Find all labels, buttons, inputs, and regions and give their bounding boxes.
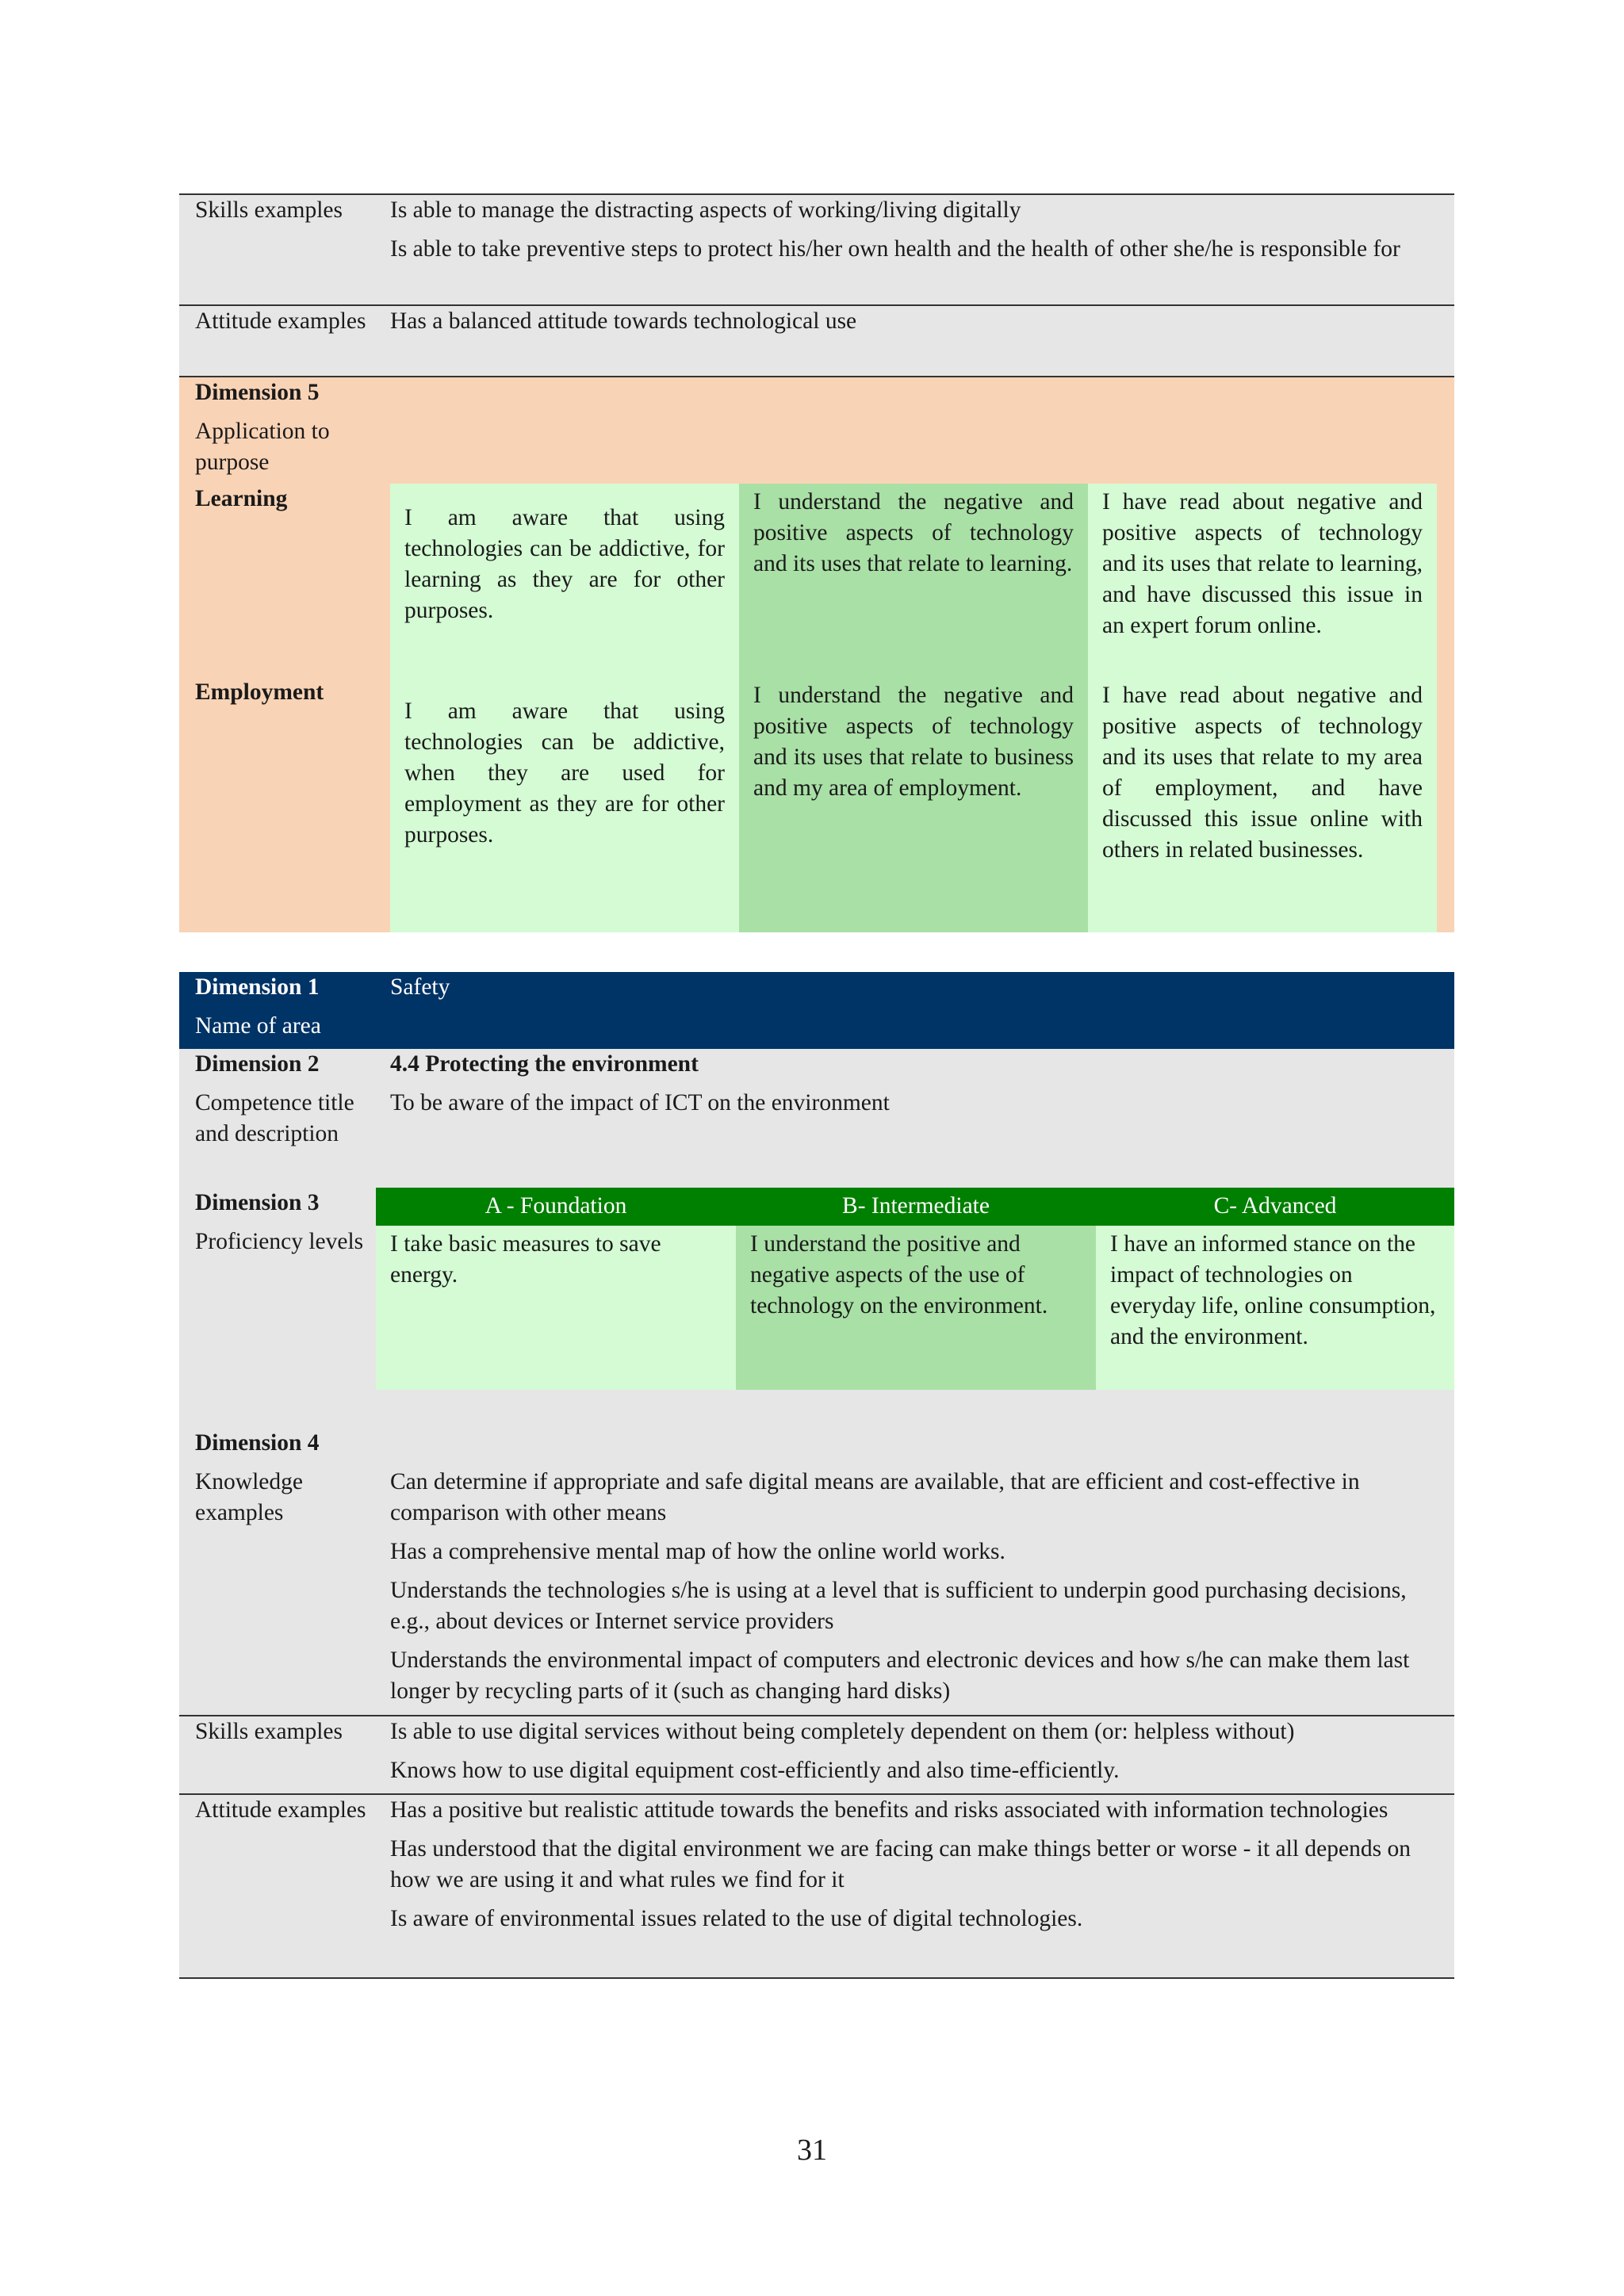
skill-item: Is able to use digital services without being completely dependent on them (or: helpless without) [390, 1719, 1295, 1744]
skill-item: Is able to manage the distracting aspects of working/living digitally [390, 197, 1021, 223]
skills-list-2 [390, 1716, 1443, 1786]
employment-level-c-text: I have read about negative and positive aspects of technology and its uses that relate to my area of employment, and have discussed this issue online with others in related businesses. [1102, 683, 1423, 863]
dimension-5-heading [195, 377, 385, 478]
skills-row [179, 195, 1454, 304]
attitude-label-2: Attitude examples [195, 1797, 366, 1823]
dimension-4-row [179, 1390, 1454, 1715]
employment-level-c [1088, 677, 1437, 869]
knowledge-item: Understands the environmental impact of computers and electronic devices and how s/he can make them last longer by recycling parts of it (such as changing hard disks) [390, 1647, 1410, 1704]
level-a-text: I take basic measures to save energy. [390, 1231, 661, 1288]
skill-item: Is able to take preventive steps to protect his/her own health and the health of other she/he is responsible for [390, 236, 1400, 262]
level-header-b: B- Intermediate [736, 1188, 1096, 1226]
skills-label-2: Skills examples [195, 1719, 343, 1744]
competence-title: 4.4 Protecting the environment [390, 1051, 699, 1077]
table-rule [179, 1977, 1454, 1979]
level-header-c: C- Advanced [1096, 1188, 1454, 1226]
knowledge-list [390, 1467, 1443, 1707]
dimension-5-block [179, 377, 1454, 932]
dimension-1-value: Safety [390, 974, 450, 1000]
employment-level-b [739, 677, 1088, 807]
knowledge-item: Understands the technologies s/he is using at a level that is sufficient to underpin good purchasing decisions, e.g., about devices or Internet service providers [390, 1578, 1407, 1634]
attitude-item: Has a balanced attitude towards technological use [390, 308, 857, 334]
skills-row-2 [179, 1716, 1454, 1793]
learning-level-c [1088, 484, 1437, 645]
competence-description: To be aware of the impact of ICT on the environment [390, 1090, 890, 1115]
skills-label: Skills examples [195, 197, 343, 223]
learning-level-c-text: I have read about negative and positive aspects of technology and its uses that relate to learning, and have discussed this issue in an expert forum online. [1102, 489, 1423, 638]
competence-block [390, 1049, 1443, 1119]
level-b-description [736, 1226, 1096, 1390]
level-c-description [1096, 1226, 1454, 1390]
attitude-item: Is aware of environmental issues related to the use of digital technologies. [390, 1906, 1083, 1931]
attitude-item: Has a positive but realistic attitude towards the benefits and risks associated with information technologies [390, 1797, 1388, 1823]
dimension-4-label: Dimension 4 [195, 1430, 320, 1456]
dimension-5-sub: Application to purpose [195, 419, 330, 475]
attitude-list [390, 306, 1443, 337]
employment-level-b-text: I understand the negative and positive aspects of technology and its uses that relate to business and my area of employment. [753, 683, 1074, 801]
knowledge-label: Knowledge examples [195, 1469, 303, 1525]
dimension-1-sub: Name of area [195, 1013, 321, 1039]
learning-level-b-text: I understand the negative and positive aspects of technology and its uses that relate to learning. [753, 489, 1074, 576]
skills-list [390, 195, 1443, 265]
dimension-2-sub: Competence title and description [195, 1090, 354, 1146]
knowledge-item: Has a comprehensive mental map of how the online world works. [390, 1539, 1005, 1564]
attitude-label: Attitude examples [195, 308, 366, 334]
dimension-3-label: Dimension 3 [195, 1190, 320, 1215]
attitude-row [179, 306, 1454, 376]
attitude-row-2 [179, 1795, 1454, 1977]
knowledge-item: Can determine if appropriate and safe digital means are available, that are efficient and cost-effective in comparison with other means [390, 1469, 1360, 1525]
dimension-4-heading [195, 1428, 385, 1529]
employment-label: Employment [195, 679, 324, 705]
dimension-3-sub: Proficiency levels [195, 1229, 364, 1254]
employment-level-a [390, 693, 739, 854]
level-header-a: A - Foundation [376, 1188, 736, 1226]
dimension-3-row [179, 1188, 1454, 1390]
page-number: 31 [797, 2133, 827, 2167]
dimension-2-row [179, 1049, 1454, 1188]
level-c-text: I have an informed stance on the impact of technologies on everyday life, online consumption, and the environment. [1110, 1231, 1436, 1349]
dimension-5-label: Dimension 5 [195, 380, 320, 405]
learning-level-a [390, 499, 739, 629]
level-a-description [376, 1226, 736, 1390]
learning-label: Learning [195, 486, 288, 511]
attitude-list-2 [390, 1795, 1443, 1934]
dimension-3-heading [195, 1188, 385, 1257]
skill-item: Knows how to use digital equipment cost-efficiently and also time-efficiently. [390, 1758, 1120, 1783]
dimension-1-label: Dimension 1 [195, 974, 320, 1000]
dimension-1-heading [195, 972, 385, 1042]
dimension-2-heading [195, 1049, 385, 1150]
dimension-1-row [179, 972, 1454, 1049]
level-b-text: I understand the positive and negative aspects of the use of technology on the environment. [750, 1231, 1048, 1318]
learning-level-a-text: I am aware that using technologies can be addictive, for learning as they are for other purposes. [404, 505, 725, 623]
dimension-2-label: Dimension 2 [195, 1051, 320, 1077]
attitude-item: Has understood that the digital environment we are facing can make things better or worse - it all depends on how we are using it and what rules we find for it [390, 1836, 1411, 1892]
learning-level-b [739, 484, 1088, 583]
employment-level-a-text: I am aware that using technologies can be addictive, when they are used for employment as they are for other purposes. [404, 698, 725, 848]
